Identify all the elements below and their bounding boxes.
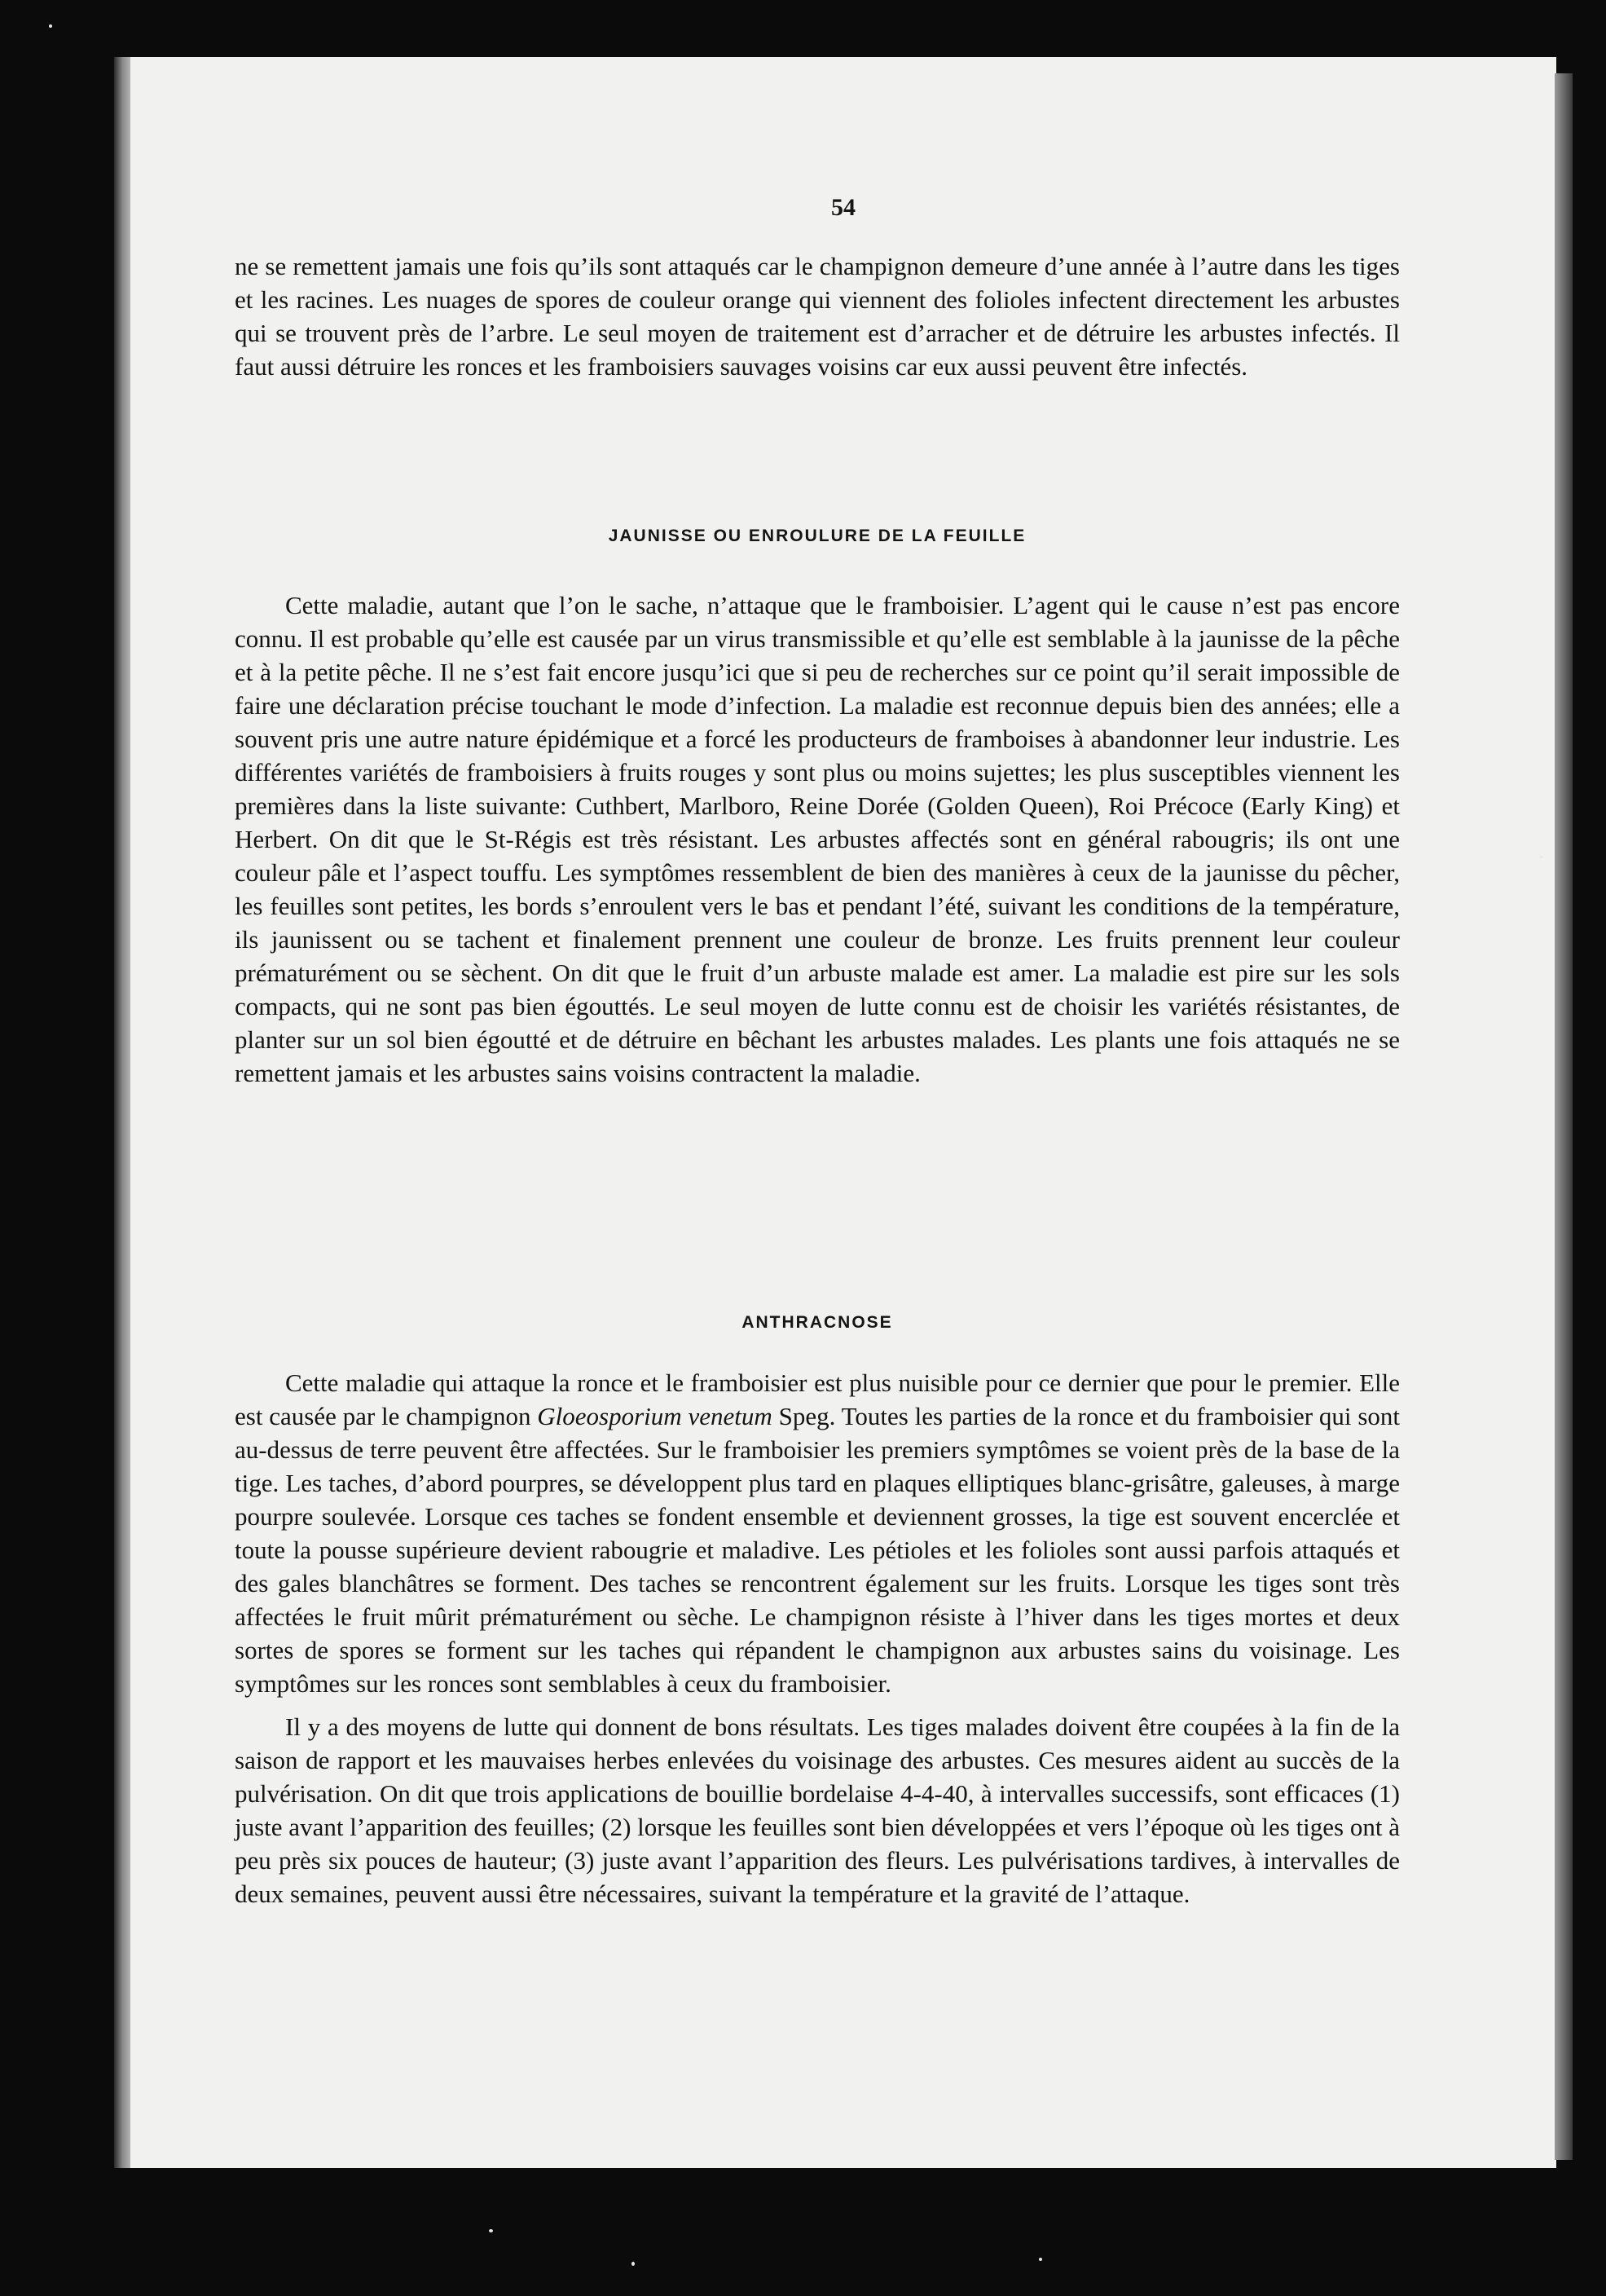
text-run: Speg. Toutes les parties de la ronce et du framboisier qui sont au-dessus de terre peuvent être affectées. Sur le framboisier les premiers symptômes se voient près de la base de la tige. Les taches, d’abord pourpres, se développent plus tard en plaques elliptiques blanc-grisâtre, galeuses, à marge pourpre soulevée. Lorsque ces taches se fondent ensemble et deviennent grosses, la tige est souvent encerclée et toute la pousse supérieure devient rabougrie et maladive. Les pétioles et les folioles sont aussi parfois attaqués et des gales blanchâtres se forment. Des taches se rencontrent également sur les fruits. Lorsque les tiges sont très affectées le fruit mûrit prématurément ou sèche. Le champignon résiste à l’hiver dans les tiges mortes et deux sortes de spores se forment sur les taches qui répandent le champignon aux arbustes sains du voisinage. Les symptômes sur les ronces sont semblables à ceux du framboisier. — [235, 1402, 1400, 1698]
scan-speck — [631, 2262, 635, 2266]
anthracnose-paragraph-1 — [235, 1366, 1400, 1700]
page-number: 54 — [831, 194, 856, 221]
jaunisse-paragraph: Cette maladie, autant que l’on le sache, n’attaque que le framboisier. L’agent qui le cause n’est pas encore connu. Il est probable qu’elle est causée par un virus transmissible et qu’elle est semblable à la jaunisse de la pêche et à la petite pêche. Il ne s’est fait encore jusqu’ici que si peu de recherches sur ce point qu’il serait impossible de faire une déclaration précise touchant le mode d’infection. La maladie est reconnue depuis bien des années; elle a souvent pris une autre nature épidémique et a forcé les producteurs de framboises à abandonner leur industrie. Les différentes variétés de framboisiers à fruits rouges y sont plus ou moins sujettes; les plus susceptibles viennent les premières dans la liste suivante: Cuthbert, Marlboro, Reine Dorée (Golden Queen), Roi Précoce (Early King) et Herbert. On dit que le St-Régis est très résistant. Les arbustes affectés sont en général rabougris; ils ont une couleur pâle et l’aspect touffu. Les symptômes ressemblent de bien des manières à ceux de la jaunisse du pêcher, les feuilles sont petites, les bords s’enroulent vers le bas et pendant l’été, suivant les conditions de la température, ils jaunissent ou se tachent et finalement prennent une couleur de bronze. Les fruits prennent leur couleur prématurément ou se sèchent. On dit que le fruit d’un arbuste malade est amer. La maladie est pire sur les sols compacts, qui ne sont pas bien égouttés. Le seul moyen de lutte connu est de choisir les variétés résistantes, de planter sur un sol bien égoutté et de détruire en bêchant les arbustes malades. Les plants une fois attaqués ne se remettent jamais et les arbustes sains voisins contractent la maladie. — [235, 591, 1400, 1087]
text-run: Cette maladie qui attaque la ronce et le framboisier est plus nuisible pour ce dernier que pour le premier. Elle est causée par le champignon — [235, 1368, 1400, 1430]
scan-speck — [489, 2229, 493, 2232]
intro-paragraph: ne se remettent jamais une fois qu’ils sont attaqués car le champignon demeure d’une année à l’autre dans les tiges et les racines. Les nuages de spores de couleur orange qui viennent des folioles infectent directement les arbustes qui se trouvent près de l’arbre. Le seul moyen de traitement est d’arracher et de détruire les arbustes infectés. Il faut aussi détruire les ronces et les framboisiers sauvages voisins car eux aussi peuvent être infectés. — [235, 252, 1400, 381]
scan-right-edge — [1555, 73, 1573, 2160]
document-page — [130, 57, 1556, 2168]
scan-speck — [1540, 856, 1542, 858]
scan-speck — [49, 24, 52, 28]
scan-speck — [1039, 2258, 1042, 2261]
section-heading-jaunisse: JAUNISSE OU ENROULURE DE LA FEUILLE — [608, 527, 1027, 545]
section-anthracnose — [235, 1366, 1400, 1910]
section-heading-anthracnose: ANTHRACNOSE — [741, 1313, 893, 1332]
species-name: Gloeosporium venetum — [537, 1402, 772, 1430]
section-jaunisse — [235, 588, 1400, 1090]
intro-block — [235, 249, 1400, 383]
anthracnose-paragraph-2: Il y a des moyens de lutte qui donnent de bons résultats. Les tiges malades doivent être coupées à la fin de la saison de rapport et les mauvaises herbes enlevées du voisinage des arbustes. Ces mesures aident au succès de la pulvérisation. On dit que trois applications de bouillie bordelaise 4-4-40, à intervalles successifs, sont efficaces (1) juste avant l’apparition des feuilles; (2) lorsque les feuilles sont bien développées et vers l’époque où les tiges ont à peu près six pouces de hauteur; (3) juste avant l’apparition des fleurs. Les pulvérisations tardives, à intervalles de deux semaines, peuvent aussi être nécessaires, suivant la température et la gravité de l’attaque. — [235, 1712, 1400, 1908]
